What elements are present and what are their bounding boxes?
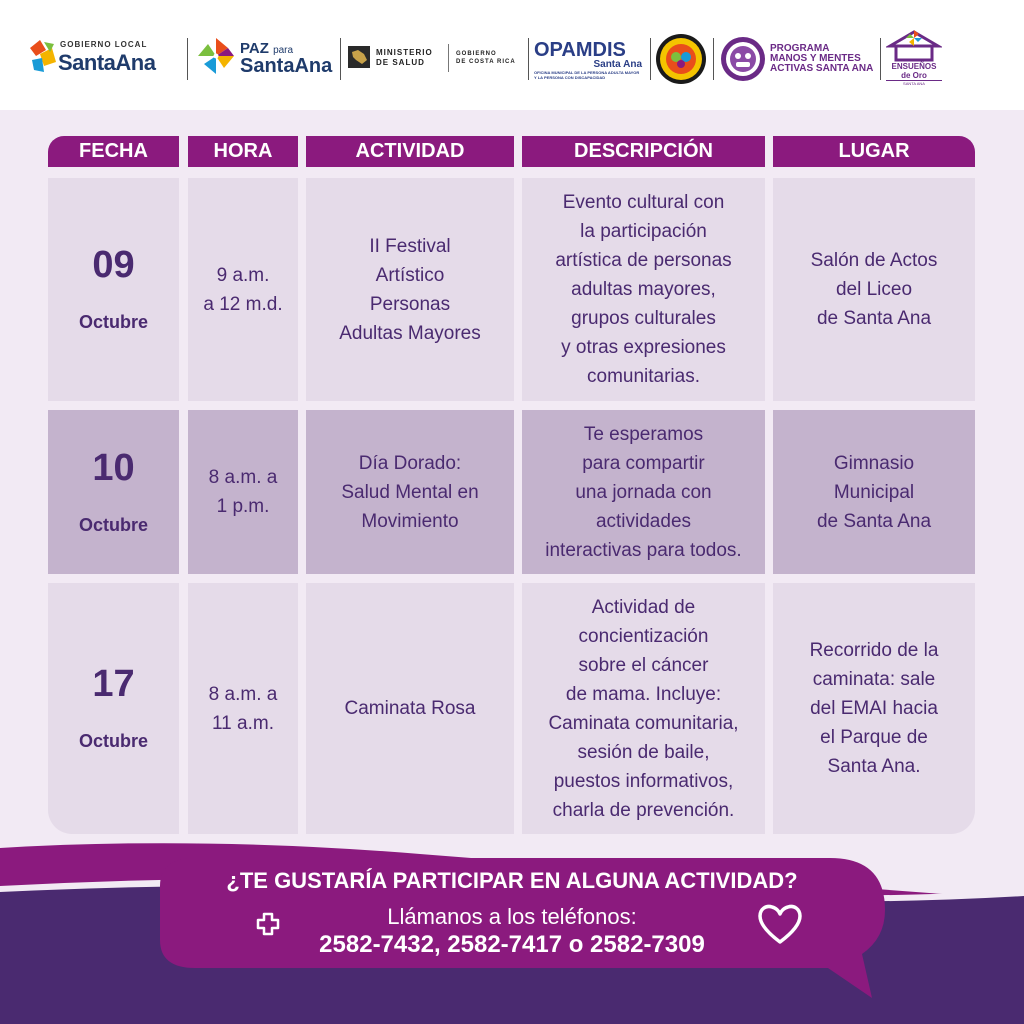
opamdis-sub: Santa Ana [593, 59, 642, 70]
row1-date [79, 218, 148, 361]
ensuenos-line1: ENSUEÑOS [891, 62, 937, 71]
row3-fecha [48, 583, 179, 834]
row3-day: 17 [92, 663, 135, 705]
footer-phones: 2582-7432, 2582-7417 o 2582-7309 [319, 931, 705, 958]
row1-actividad: II Festival Artístico Personas Adultas Mayores [306, 178, 514, 401]
header-fecha: FECHA [48, 136, 179, 167]
logo-separator [713, 38, 714, 80]
opamdis-desc1: OFICINA MUNICIPAL DE LA PERSONA ADULTA MAYOR [534, 70, 640, 75]
row3-descripcion: Actividad de concientización sobre el cáncer de mama. Incluye: Caminata comunitaria, sesión de baile, puestos informativos, charla de prevención. [522, 583, 765, 834]
opamdis-name: OPAMDIS [534, 39, 626, 61]
ministerio-divider [448, 44, 449, 72]
logo-separator [528, 38, 529, 80]
manos-line3: ACTIVAS SANTA ANA [770, 63, 874, 74]
header-descripcion: DESCRIPCIÓN [522, 136, 765, 167]
manos-mentes-emblem-icon [720, 36, 766, 82]
logo-separator [880, 38, 881, 80]
row2-day: 10 [92, 446, 135, 489]
row1-day: 09 [92, 244, 135, 286]
opamdis-desc2: Y LA PERSONA CON DISCAPACIDAD [534, 75, 606, 80]
row3-lugar: Recorrido de la caminata: sale del EMAI hacia el Parque de Santa Ana. [773, 583, 975, 834]
santa-ana-top-text: GOBIERNO LOCAL [60, 40, 148, 49]
gobierno-line1: GOBIERNO [456, 51, 497, 57]
row2-lugar: Gimnasio Municipal de Santa Ana [773, 410, 975, 574]
manos-line2: MANOS Y MENTES [770, 53, 861, 64]
gobierno-line2: DE COSTA RICA [456, 59, 516, 65]
ensuenos-line3: SANTA ANA [886, 80, 942, 87]
ministerio-line1: MINISTERIO [376, 48, 433, 57]
row2-month: Octubre [78, 514, 148, 535]
footer-call: Llámanos a los teléfonos: [387, 904, 637, 929]
footer-question: ¿TE GUSTARÍA PARTICIPAR EN ALGUNA ACTIVIDAD? [226, 868, 798, 893]
row3-hora: 8 a.m. a 11 a.m. [188, 583, 298, 834]
row1-month: Octubre [78, 312, 148, 332]
logo-separator [340, 38, 341, 80]
header-actividad: ACTIVIDAD [306, 136, 514, 167]
paz-line2: SantaAna [240, 55, 333, 77]
paz-word: PAZ [240, 40, 269, 57]
logo-separator [650, 38, 651, 80]
ensuenos-line2: de Oro [901, 71, 927, 80]
paz-para: para [273, 45, 294, 56]
logo-bar [0, 0, 1024, 110]
row2-hora: 8 a.m. a 1 p.m. [188, 410, 298, 574]
adulto-mayor-seal-icon [655, 33, 707, 85]
costa-rica-map-icon [348, 46, 370, 68]
row2-actividad: Día Dorado: Salud Mental en Movimiento [306, 410, 514, 574]
opamdis-logo [534, 40, 646, 80]
row3-date [79, 637, 148, 780]
ensuenos-logo [886, 28, 942, 87]
header-lugar: LUGAR [773, 136, 975, 167]
row2-descripcion: Te esperamos para compartir una jornada con actividades interactivas para todos. [522, 410, 765, 574]
row2-date [79, 421, 148, 564]
header-hora: HORA [188, 136, 298, 167]
ministerio-line2: DE SALUD [376, 58, 425, 67]
row1-fecha [48, 178, 179, 401]
logo-separator [187, 38, 188, 80]
manos-line1: PROGRAMA [770, 43, 830, 54]
row1-hora: 9 a.m. a 12 m.d. [188, 178, 298, 401]
row1-lugar: Salón de Actos del Liceo de Santa Ana [773, 178, 975, 401]
row1-descripcion: Evento cultural con la participación artística de personas adultas mayores, grupos culturales y otras expresiones comunitarias. [522, 178, 765, 401]
row3-month: Octubre [78, 731, 148, 751]
row3-actividad: Caminata Rosa [306, 583, 514, 834]
santa-ana-emblem-icon [30, 40, 56, 74]
row2-fecha [48, 410, 179, 574]
house-pinwheel-icon [886, 28, 942, 62]
santa-ana-name: SantaAna [58, 50, 156, 75]
pinwheel-icon [198, 38, 234, 74]
